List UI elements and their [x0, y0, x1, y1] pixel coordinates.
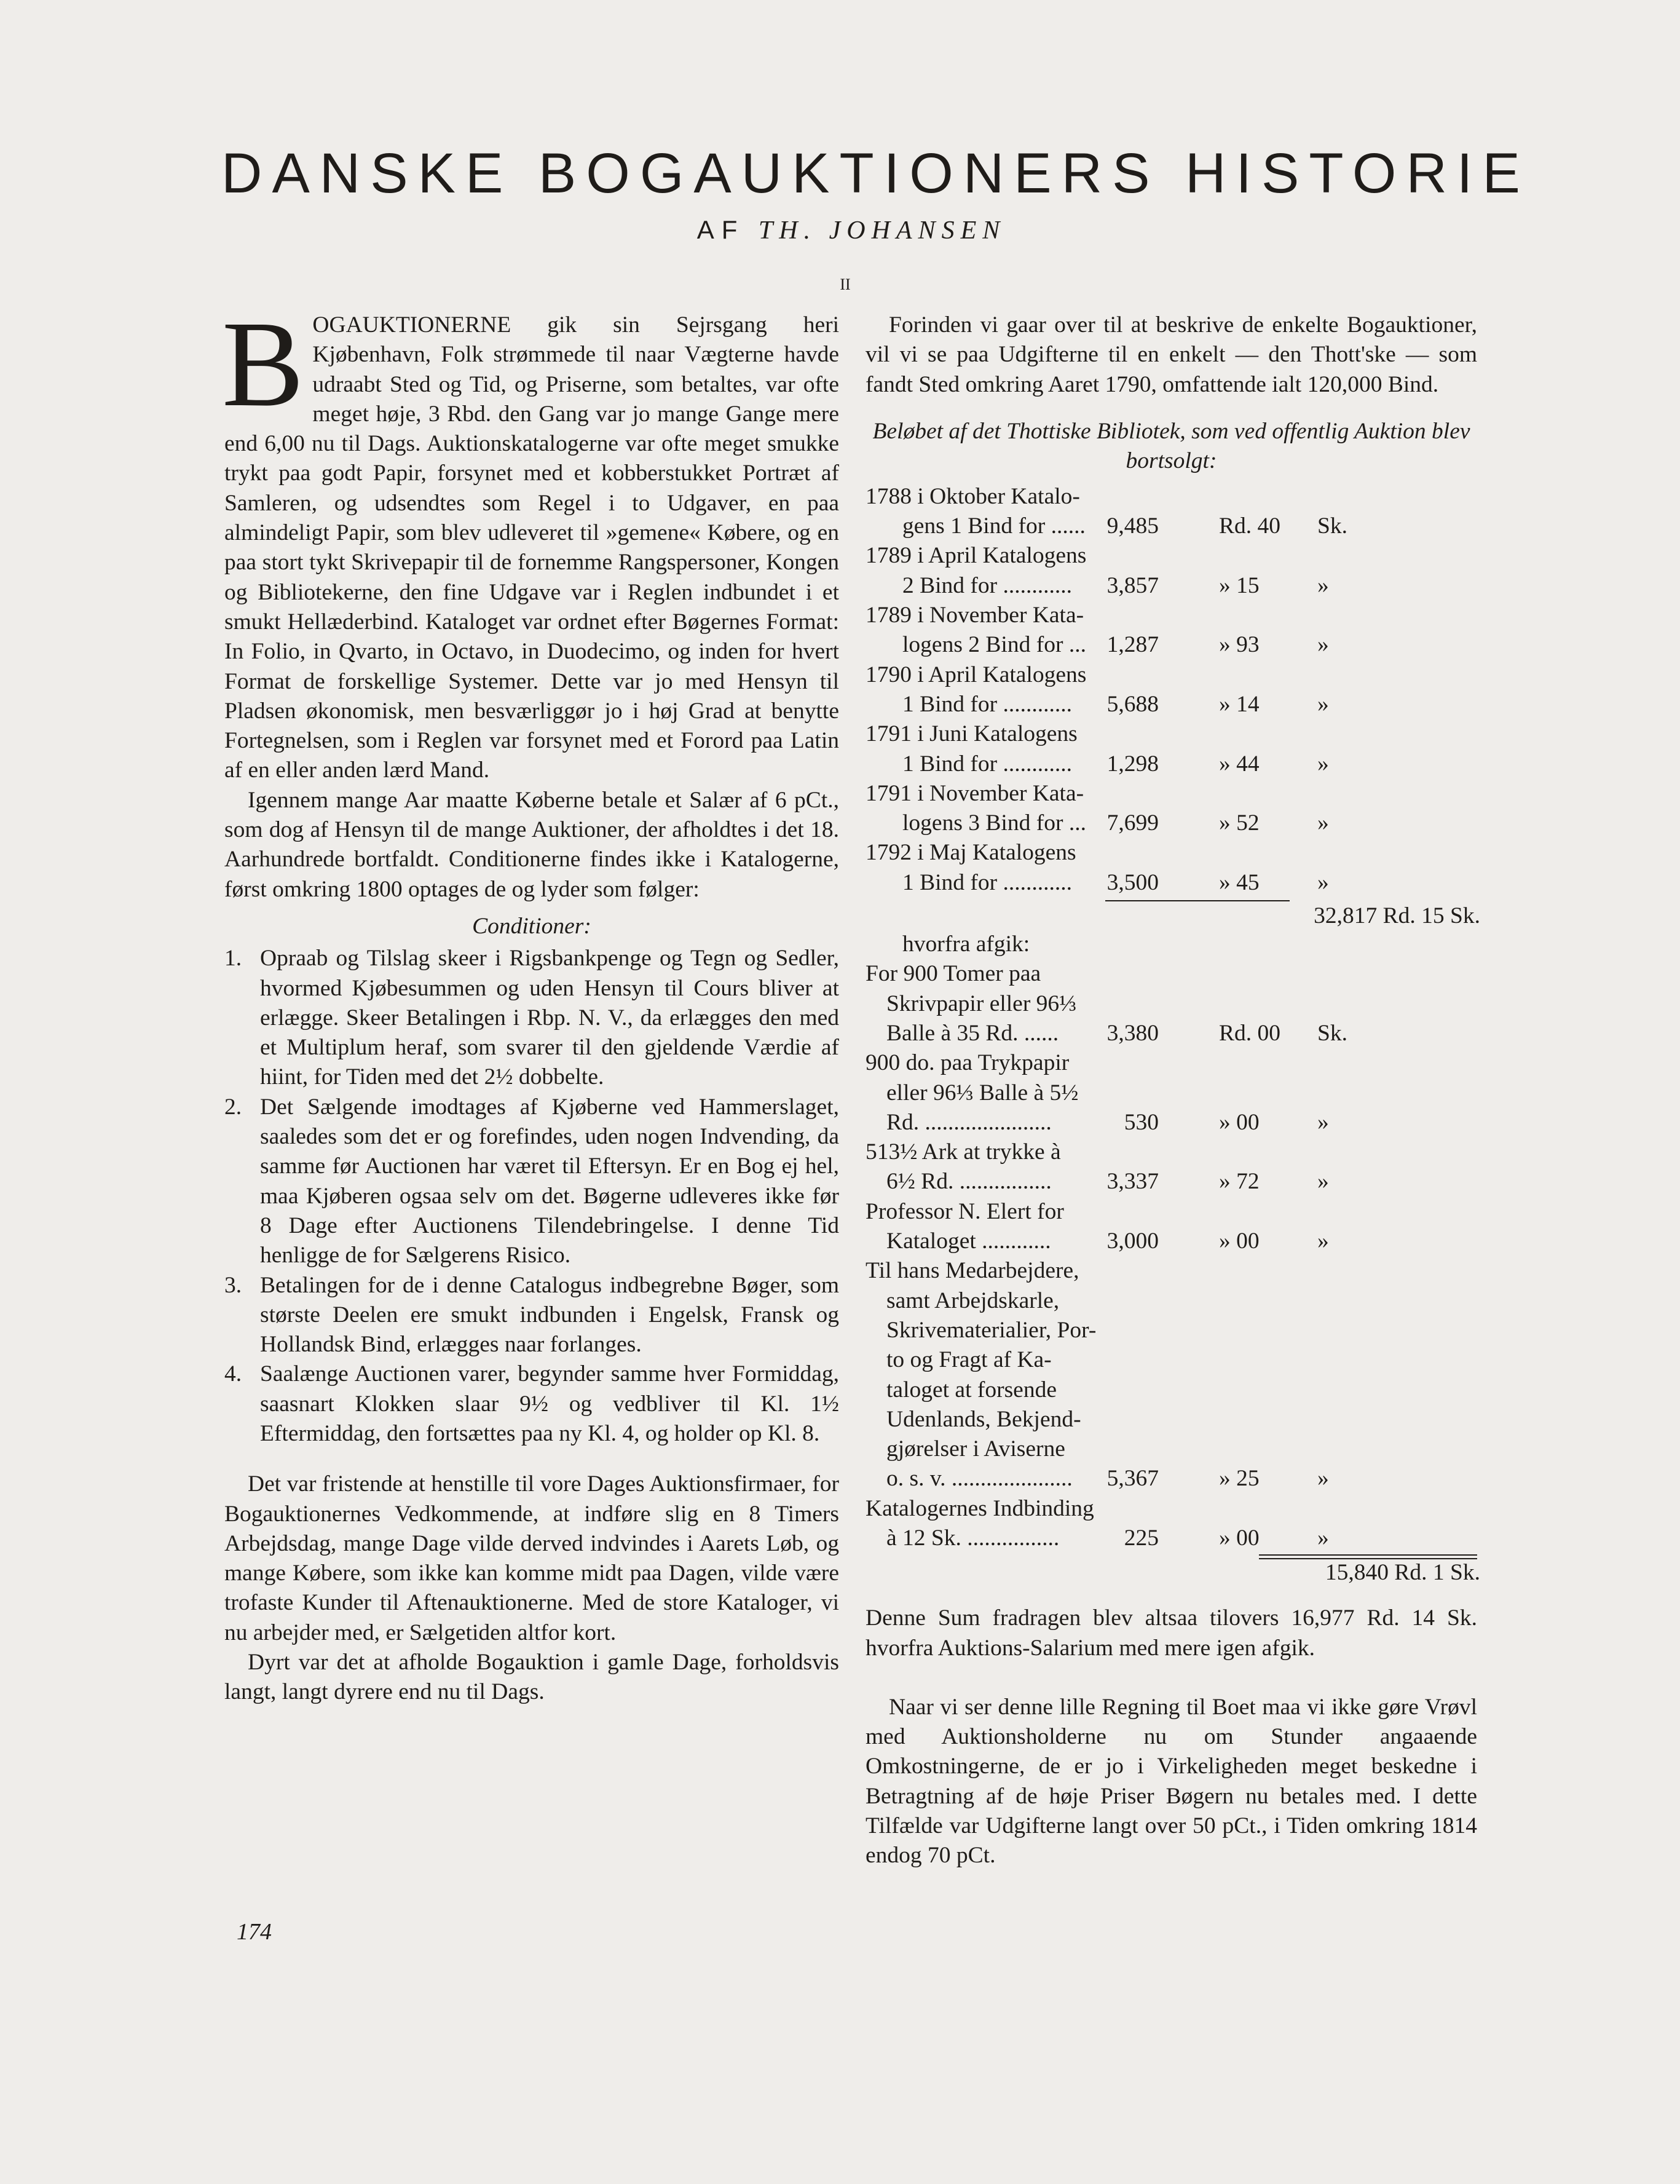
expense-line — [866, 1048, 1477, 1078]
article-title: DANSKE BOGAUKTIONERS HISTORIE — [221, 142, 1530, 205]
condition-text: Opraab og Tilslag skeer i Rigsbankpenge og Tegn og Sedler, hvormed Kjøbesummen og uden Hensyn til Cours bliver at erlægge. Skeer Betalingen i Rbp. N. V., da erlægges den med et Multiplum heraf, som svarer til den gjeldende Værdie af hiint, for Tiden med det 2½ dobbelte. — [260, 946, 839, 1090]
paragraph-intro: Forinden vi gaar over til at beskrive de enkelte Bogauktioner, vil vi se paa Udgifterne til en enkelt — den Thott'ske — som fandt Sted omkring Aaret 1790, omfattende ialt 120,000 Bind. — [866, 312, 1477, 397]
sale-sk: Sk. — [1317, 513, 1347, 539]
expense-rd: » 25 — [1219, 1466, 1260, 1492]
sale-sk: » — [1317, 869, 1329, 895]
expense-row — [866, 1464, 1477, 1494]
sales-account — [866, 482, 1480, 1588]
condition-number: 3. — [224, 1272, 242, 1298]
conditions-list — [224, 944, 839, 1449]
sale-rd: » 15 — [1219, 572, 1260, 598]
expense-sk: » — [1317, 1466, 1329, 1492]
paragraph-workday: Det var fristende at henstille til vore Dages Auktionsfirmaer, for Bogauktionernes Vedkommende, at indføre slig en 8 Timers Arbejdsdag, mange Dage vilde derved indvindes i Aarets Løb, og mange Købere, som ikke kan komme midt paa Dagen, vilde være trofaste Kunder til Aftenauktionerne. Med de store Kataloger, vi nu arbejder med, er Sælgetiden altfor kort. — [224, 1471, 839, 1645]
expense-amount: 3,000 — [1106, 1228, 1159, 1254]
expense-sk: Sk. — [1317, 1020, 1347, 1046]
expense-line — [866, 959, 1477, 989]
sale-row-label — [866, 601, 1477, 630]
byline — [221, 215, 1481, 245]
expense-label: Skrivematerialier, Por- — [886, 1317, 1097, 1343]
expense-label: Til hans Medarbejdere, — [866, 1258, 1079, 1284]
expense-line — [866, 1138, 1477, 1167]
expense-label: Balle à 35 Rd. ...... — [886, 1020, 1059, 1046]
expense-label: taloget at forsende — [886, 1377, 1057, 1403]
sum-rule — [1259, 1554, 1477, 1556]
sale-sk: » — [1317, 572, 1329, 598]
expense-sk: » — [1317, 1169, 1329, 1195]
sale-row-label — [866, 541, 1477, 571]
expense-label: For 900 Tomer paa — [866, 961, 1041, 987]
sale-rd: » 44 — [1219, 751, 1260, 777]
expense-row — [866, 1019, 1477, 1048]
condition-item — [224, 944, 839, 1092]
sale-label: 1790 i April Katalogens — [866, 662, 1087, 687]
expense-sk: » — [1317, 1109, 1329, 1135]
sale-rd: » 52 — [1219, 810, 1260, 836]
expense-amount: 5,367 — [1106, 1466, 1159, 1492]
expense-line — [866, 989, 1477, 1019]
expense-label: Kataloget ............ — [886, 1228, 1051, 1254]
expense-line — [866, 1316, 1477, 1345]
expense-label: Rd. ...................... — [886, 1109, 1052, 1135]
expense-label: 513½ Ark at trykke à — [866, 1139, 1061, 1165]
sale-label: 1792 i Maj Katalogens — [866, 840, 1076, 866]
sale-sk: » — [1317, 810, 1329, 836]
sale-amount: 1,298 — [1106, 751, 1159, 777]
expense-label: to og Fragt af Ka- — [886, 1347, 1052, 1373]
expense-label: Udenlands, Bekjend- — [886, 1406, 1081, 1432]
sale-row-label — [866, 482, 1477, 512]
sale-rd: » 45 — [1219, 869, 1260, 895]
expense-label: gjørelser i Aviserne — [886, 1436, 1065, 1462]
condition-item — [224, 1093, 839, 1271]
right-column — [866, 311, 1480, 1871]
sale-row — [866, 750, 1477, 779]
sale-row — [866, 630, 1477, 660]
paragraph-remainder: Denne Sum fradragen blev altsaa tilovers 16,977 Rd. 14 Sk. hvorfra Auktions-Salarium med mere igen afgik. — [866, 1605, 1477, 1661]
expense-label: Katalogernes Indbinding — [866, 1495, 1094, 1521]
deduct-label: hvorfra afgik: — [902, 932, 1030, 957]
expense-label: 900 do. paa Trykpapir — [866, 1050, 1070, 1076]
drop-cap: B — [222, 296, 304, 432]
sale-row-label — [866, 838, 1477, 868]
sale-amount: 7,699 — [1106, 810, 1159, 836]
sale-row-label — [866, 660, 1477, 690]
expense-rd: Rd. 00 — [1219, 1020, 1281, 1046]
expense-rd: » 00 — [1219, 1228, 1260, 1254]
expense-line — [866, 1197, 1477, 1227]
sale-rd: Rd. 40 — [1219, 513, 1281, 539]
condition-text: Saalænge Auctionen varer, begynder samme hver Formiddag, saasnart Klokken slaar 9½ og vedbliver til Kl. 1½ Eftermiddag, den fortsættes paa ny Kl. 4, og holder op Kl. 8. — [260, 1361, 839, 1446]
expense-amount: 3,380 — [1106, 1020, 1159, 1046]
condition-item — [224, 1359, 839, 1449]
expense-label: Skrivpapir eller 96⅓ — [886, 991, 1077, 1016]
expense-line — [866, 1405, 1477, 1434]
sale-label: logens 3 Bind for ... — [902, 810, 1086, 836]
expense-label: eller 96⅓ Balle à 5½ — [886, 1080, 1079, 1106]
sale-rd: » 93 — [1219, 632, 1260, 658]
expense-label: samt Arbejdskarle, — [886, 1288, 1060, 1313]
sale-label: 1788 i Oktober Katalo- — [866, 483, 1080, 509]
expense-label: o. s. v. ..................... — [886, 1466, 1073, 1492]
sales-total-row — [866, 898, 1480, 930]
sale-row-label — [866, 779, 1477, 809]
sale-label: 1 Bind for ............ — [902, 751, 1073, 777]
sum-rule — [1105, 900, 1290, 901]
sale-label: 1 Bind for ............ — [902, 691, 1073, 717]
sale-row — [866, 571, 1477, 601]
expense-rd: » 72 — [1219, 1169, 1260, 1195]
sale-row — [866, 512, 1477, 541]
sale-row — [866, 690, 1477, 719]
sale-rd: » 14 — [1219, 691, 1260, 717]
sale-sk: » — [1317, 691, 1329, 717]
sale-label: 1791 i November Kata- — [866, 780, 1084, 806]
left-column — [222, 296, 839, 1707]
sale-label: 1 Bind for ............ — [902, 869, 1073, 895]
sale-sk: » — [1317, 632, 1329, 658]
condition-number: 2. — [224, 1094, 242, 1120]
expenses-total-row — [866, 1553, 1480, 1588]
expense-row — [866, 1524, 1477, 1553]
sale-sk: » — [1317, 751, 1329, 777]
sale-label: gens 1 Bind for ...... — [902, 513, 1086, 539]
account-caption: Beløbet af det Thottiske Bibliotek, som ved offentlig Auktion blev bortsolgt: — [872, 418, 1470, 473]
sale-amount: 3,500 — [1106, 869, 1159, 895]
conditions-heading: Conditioner: — [472, 913, 591, 939]
sale-label: 1789 i November Kata- — [866, 603, 1084, 628]
sales-total: 32,817 Rd. 15 Sk. — [1314, 903, 1480, 929]
expense-label: 6½ Rd. ................ — [886, 1169, 1052, 1195]
expense-sk: » — [1317, 1228, 1329, 1254]
expense-line — [866, 1286, 1477, 1316]
expense-line — [866, 1078, 1477, 1108]
sale-amount: 9,485 — [1106, 513, 1159, 539]
part-number: II — [840, 275, 851, 293]
paragraph-salary: Igennem mange Aar maatte Køberne betale et Salær af 6 pCt., som dog af Hensyn til de mange Auktioner, der afholdtes i det 18. Aarhundrede bortfaldt. Conditionerne findes ikke i Katalogerne, først omkring 1800 optages de og lyder som følger: — [224, 787, 839, 902]
expense-line — [866, 1345, 1477, 1375]
expenses-total: 15,840 Rd. 1 Sk. — [1325, 1560, 1480, 1586]
sale-amount: 1,287 — [1106, 632, 1159, 658]
expense-sk: » — [1317, 1525, 1329, 1551]
author-name: TH. JOHANSEN — [758, 216, 1006, 245]
sale-label: 1791 i Juni Katalogens — [866, 721, 1078, 747]
sale-amount: 3,857 — [1106, 572, 1159, 598]
condition-item — [224, 1271, 839, 1360]
sale-label: logens 2 Bind for ... — [902, 632, 1086, 658]
sale-label: 1789 i April Katalogens — [866, 543, 1087, 569]
expense-line — [866, 1434, 1477, 1464]
expense-line — [866, 1256, 1477, 1286]
page-number: 174 — [237, 1919, 272, 1945]
condition-number: 4. — [224, 1361, 242, 1387]
sale-row — [866, 809, 1477, 838]
sale-label: 2 Bind for ............ — [902, 572, 1073, 598]
byline-prefix: AF — [696, 215, 745, 244]
expense-row — [866, 1108, 1477, 1138]
expense-rd: » 00 — [1219, 1525, 1260, 1551]
condition-number: 1. — [224, 946, 242, 971]
expense-amount: 530 — [1124, 1109, 1159, 1135]
sale-amount: 5,688 — [1106, 691, 1159, 717]
expense-label: à 12 Sk. ................ — [886, 1525, 1060, 1551]
paragraph-opening — [222, 296, 839, 786]
condition-text: Det Sælgende imodtages af Kjøberne ved Hammerslaget, saaledes som det er og forefindes, uden nogen Indvending, da samme før Auctionen har været til Eftersyn. Er en Bog ej hel, maa Kjøberen ogsaa selv om det. Bøgerne udleveres ikke før 8 Dage efter Auctionens Tilendebringelse. I denne Tid henligge de for Sælgerens Risico. — [260, 1094, 839, 1268]
expense-row — [866, 1227, 1477, 1256]
deduct-label-row — [866, 930, 1477, 959]
sale-row-label — [866, 719, 1477, 749]
expense-label: Professor N. Elert for — [866, 1198, 1064, 1224]
expense-amount: 225 — [1124, 1525, 1159, 1551]
paragraph-expensive: Dyrt var det at afholde Bogauktion i gamle Dage, forholdsvis langt, langt dyrere end nu til Dags. — [224, 1650, 839, 1705]
expense-row — [866, 1167, 1477, 1197]
expense-line — [866, 1494, 1477, 1524]
sale-row — [866, 868, 1477, 898]
expense-line — [866, 1375, 1477, 1405]
paragraph-closing: Naar vi ser denne lille Regning til Boet maa vi ikke gøre Vrøvl med Auktionsholderne nu om Stunder angaaende Omkostningerne, de er jo i Virkeligheden meget beskedne i Betragtning af de høje Priser Bøgern nu betales med. I dette Tilfælde var Udgifterne langt over 50 pCt., i Tiden omkring 1814 endog 70 pCt. — [866, 1694, 1477, 1869]
expense-rd: » 00 — [1219, 1109, 1260, 1135]
expense-amount: 3,337 — [1106, 1169, 1159, 1195]
paragraph-opening-text: OGAUKTIONERNE gik sin Sejrsgang heri Kjøbenhavn, Folk strømmede til naar Vægterne havde udraabt Sted og Tid, og Priserne, som betaltes, var ofte meget høje, 3 Rbd. den Gang var jo mange Gange mere end 6,00 nu til Dags. Auktionskatalogerne var ofte meget smukke trykt paa godt Papir, forsynet med et kobberstukket Portræt af Samleren, og udsendtes som Regel i to Udgaver, en paa almindeligt Papir, som blev udleveret til »gemene« Købere, og en paa stort tykt Skrivepapir til de fornemme Rangspersoner, Kongen og Bibliotekerne, den fine Udgave var i Reglen indbundet i et smukt Hellæderbind. Kataloget var ordnet efter Bøgernes Format: In Folio, in Qvarto, in Octavo, in Duodecimo, og inden for hvert Format de forskellige Systemer. Dette var jo med Hensyn til Pladsen økonomisk, men besværliggør jo i høj Grad at benytte Fortegnelsen, som i Reglen var forsynet med et Forord paa Latin af en eller anden lærd Mand. — [224, 312, 839, 783]
condition-text: Betalingen for de i denne Catalogus indbegrebne Bøger, som største Deelen ere smukt indbunden i Engelsk, Fransk og Hollandsk Bind, erlægges naar forlanges. — [260, 1272, 839, 1358]
